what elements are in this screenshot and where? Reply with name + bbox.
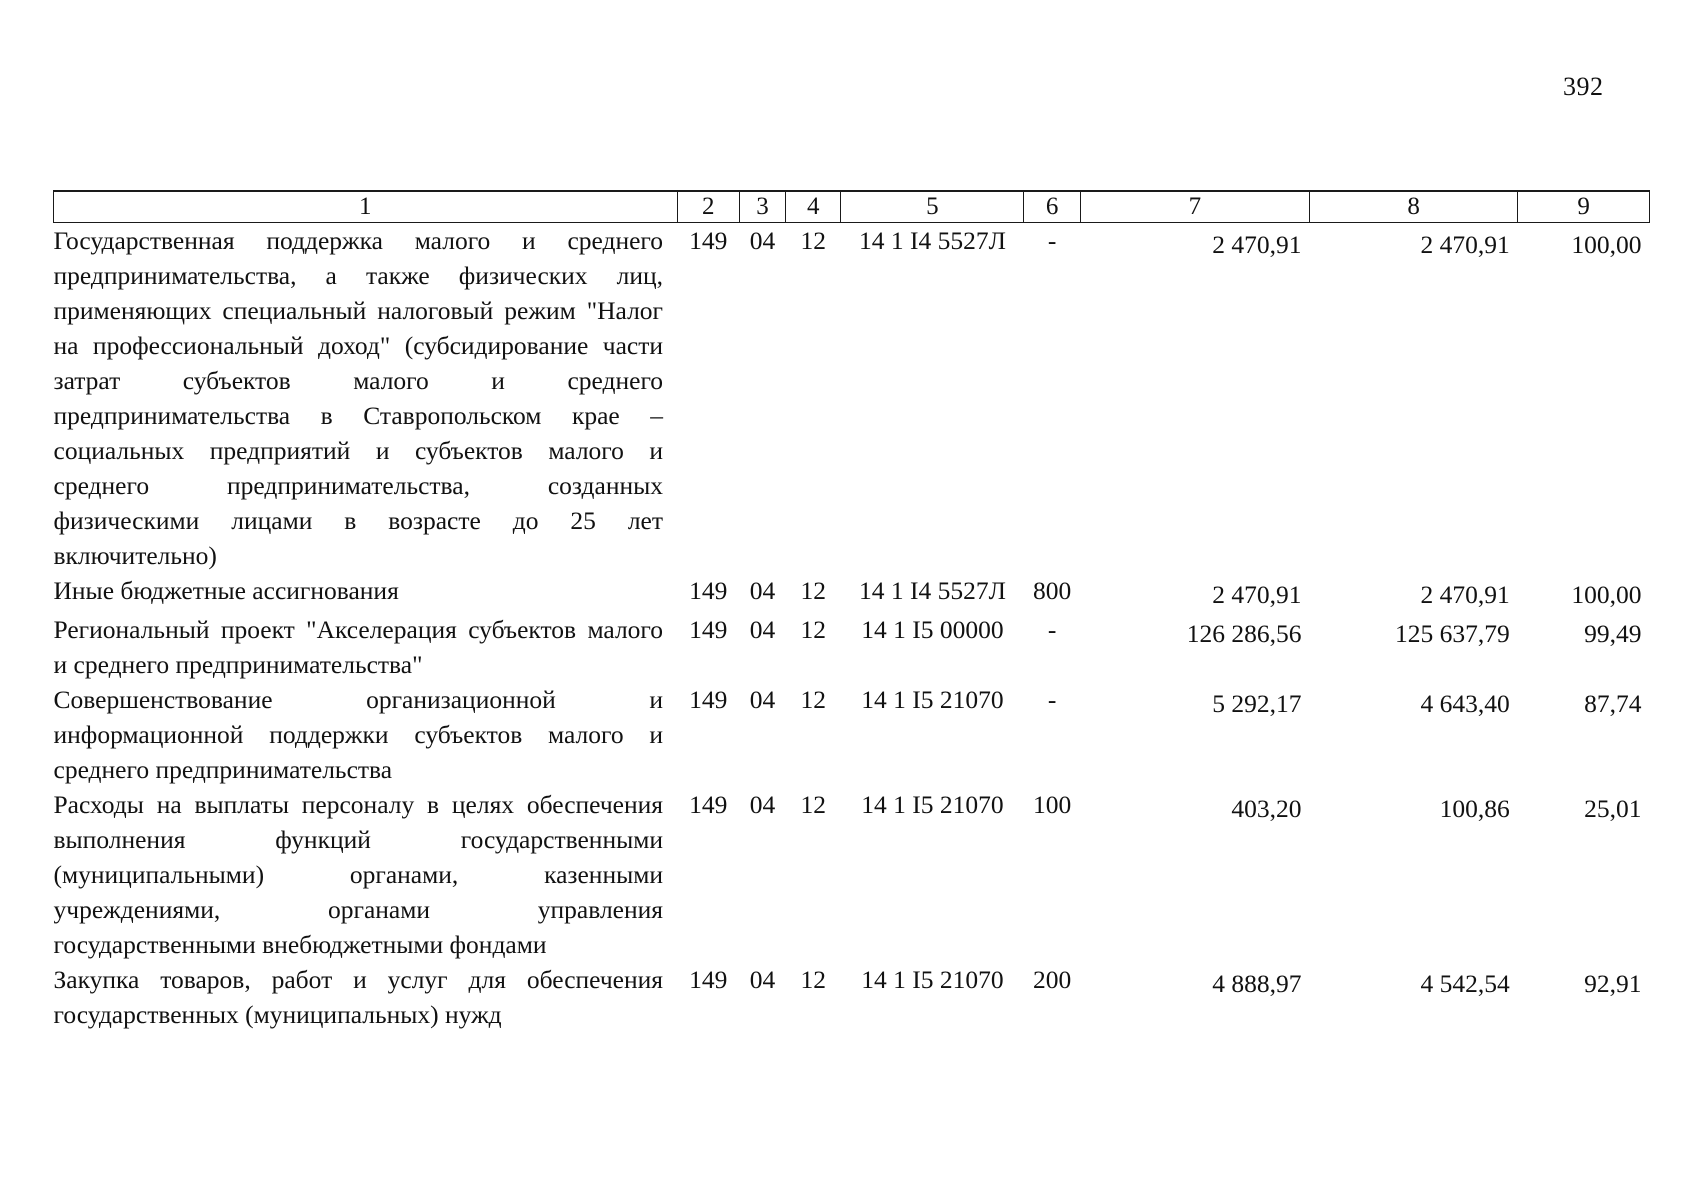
row-section: 04 [749, 576, 776, 605]
column-header-5: 5 [841, 191, 1024, 223]
table-row [54, 682, 1650, 787]
table-row [54, 787, 1650, 962]
table-row [54, 612, 1650, 682]
row-section: 04 [749, 965, 776, 994]
row-target-article: 14 1 I4 5527Л [858, 226, 1006, 255]
row-execution-percent: 100,00 [1571, 580, 1642, 609]
row-section: 04 [749, 685, 776, 714]
row-subsection: 12 [800, 576, 826, 605]
page-number: 392 [1563, 72, 1604, 101]
row-actual-amount: 2 470,91 [1420, 230, 1510, 259]
row-planned-amount: 403,20 [1231, 794, 1302, 823]
row-name: Региональный проект "Акселерация субъектов малого и среднего предпринимательства" [53, 615, 664, 679]
row-expense-type: - [1047, 615, 1057, 644]
row-planned-amount: 2 470,91 [1212, 580, 1302, 609]
row-planned-amount: 5 292,17 [1212, 689, 1302, 718]
row-execution-percent: 99,49 [1584, 619, 1642, 648]
row-section: 04 [749, 226, 776, 255]
row-name: Государственная поддержка малого и среднего предпринимательства, а также физических лиц, применяющих специальный налоговый режим "Налог на профессиональный доход" (субсидирование части затрат субъектов малого и среднего предпринимательства в Ставропольском крае – социальных предприятий и субъектов малого и среднего предпринимательства, созданных физическими лицами в возрасте до 25 лет включительно) [53, 226, 664, 570]
row-expense-type: - [1047, 226, 1057, 255]
row-subsection: 12 [800, 685, 826, 714]
row-admin-code: 149 [689, 615, 728, 644]
column-header-7: 7 [1080, 191, 1309, 223]
row-expense-type: 100 [1032, 790, 1072, 819]
row-subsection: 12 [800, 615, 826, 644]
row-admin-code: 149 [689, 790, 728, 819]
row-planned-amount: 126 286,56 [1186, 619, 1302, 648]
column-header-6: 6 [1024, 191, 1080, 223]
row-actual-amount: 100,86 [1439, 794, 1510, 823]
row-name: Закупка товаров, работ и услуг для обеспечения государственных (муниципальных) нужд [53, 965, 664, 1029]
row-expense-type: 800 [1032, 576, 1072, 605]
row-actual-amount: 4 643,40 [1420, 689, 1510, 718]
row-subsection: 12 [800, 226, 826, 255]
row-target-article: 14 1 I5 21070 [861, 965, 1004, 994]
column-header-2: 2 [677, 191, 739, 223]
row-planned-amount: 4 888,97 [1212, 969, 1302, 998]
row-name: Совершенствование организационной и информационной поддержки субъектов малого и среднего предпринимательства [53, 685, 664, 784]
row-expense-type: 200 [1032, 965, 1072, 994]
row-execution-percent: 87,74 [1584, 689, 1642, 718]
column-header-9: 9 [1518, 191, 1650, 223]
column-header-3: 3 [739, 191, 785, 223]
row-admin-code: 149 [689, 685, 728, 714]
row-name: Расходы на выплаты персоналу в целях обеспечения выполнения функций государственными (муниципальными) органами, казенными учреждениями, органами управления государственными внебюджетными фондами [53, 790, 664, 959]
row-execution-percent: 25,01 [1584, 794, 1642, 823]
column-header-1: 1 [54, 191, 678, 223]
row-section: 04 [749, 790, 776, 819]
row-admin-code: 149 [689, 576, 728, 605]
row-target-article: 14 1 I4 5527Л [858, 576, 1006, 605]
row-actual-amount: 4 542,54 [1420, 969, 1510, 998]
row-target-article: 14 1 I5 21070 [861, 685, 1004, 714]
row-subsection: 12 [800, 965, 826, 994]
row-subsection: 12 [800, 790, 826, 819]
row-target-article: 14 1 I5 21070 [861, 790, 1004, 819]
row-admin-code: 149 [689, 226, 728, 255]
column-header-4: 4 [786, 191, 841, 223]
table-row [54, 573, 1650, 612]
row-expense-type: - [1047, 685, 1057, 714]
row-planned-amount: 2 470,91 [1212, 230, 1302, 259]
row-section: 04 [749, 615, 776, 644]
row-name: Иные бюджетные ассигнования [53, 576, 399, 605]
row-execution-percent: 100,00 [1571, 230, 1642, 259]
row-actual-amount: 2 470,91 [1420, 580, 1510, 609]
table-header-row [54, 191, 1650, 223]
column-header-8: 8 [1310, 191, 1518, 223]
row-actual-amount: 125 637,79 [1394, 619, 1510, 648]
row-admin-code: 149 [689, 965, 728, 994]
table-row [54, 962, 1650, 1032]
table-row [54, 223, 1650, 574]
row-execution-percent: 92,91 [1584, 969, 1642, 998]
budget-table [53, 190, 1650, 1032]
row-target-article: 14 1 I5 00000 [861, 615, 1004, 644]
